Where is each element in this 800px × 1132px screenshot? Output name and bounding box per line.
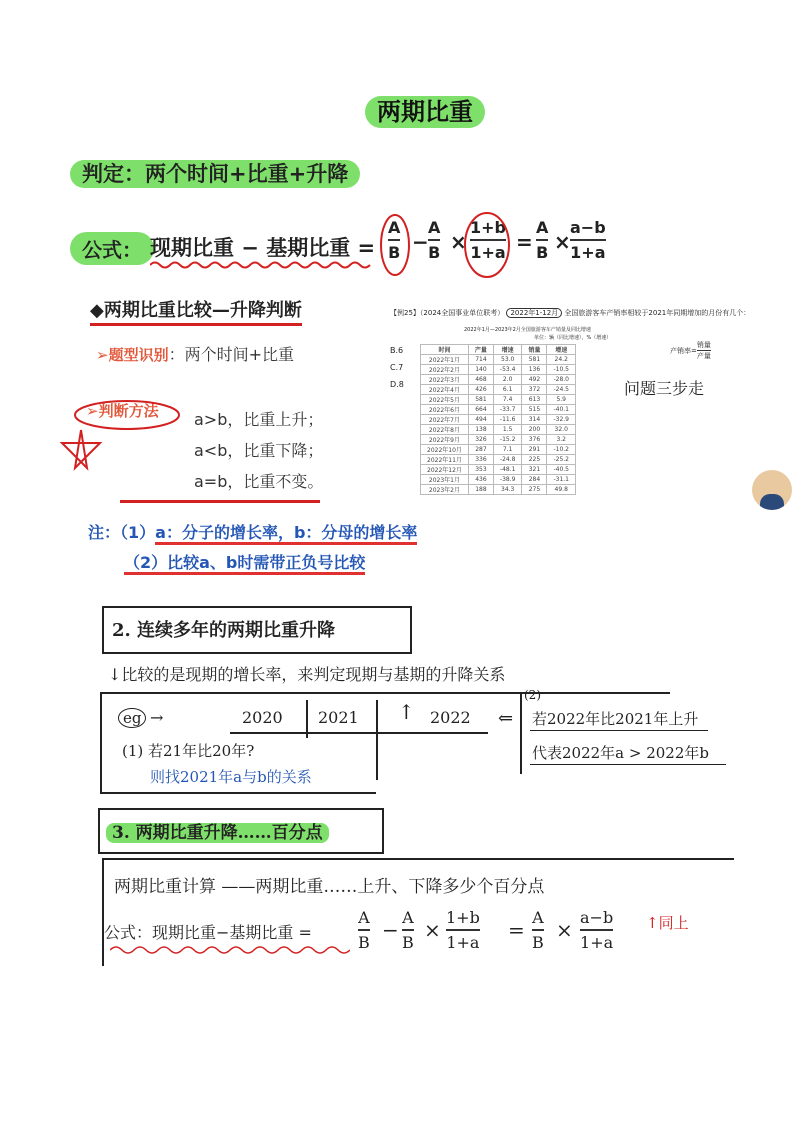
tick-2 [376,700,378,780]
table-header-cell: 增速 [493,345,522,355]
table-row [421,435,576,445]
sub1-line2: 则找2021年a与b的关系 [150,768,312,786]
sub2-underline [530,730,708,731]
table-cell: -38.9 [493,475,522,485]
red-divider [120,500,320,503]
fraction-1b-over-1a: 1+b 1+a [470,218,506,262]
table-cell: 200 [522,425,547,435]
formula-row: 公式： 现期比重 − 基期比重 = A B − A B × 1+b 1+a = A B × a−b 1+a [70,218,630,278]
table-header-cell: 时间 [421,345,469,355]
table-cell: 314 [522,415,547,425]
table-cell: 581 [522,355,547,365]
sub2-mark: (2) [524,688,541,702]
year-2022: 2022 [430,708,471,727]
table-row [421,445,576,455]
table-cell: 468 [468,375,493,385]
table-cell: 326 [468,435,493,445]
table-header-cell: 产量 [468,345,493,355]
table-cell: -40.1 [547,405,576,415]
section3-top-rule [102,858,734,860]
table-cell: 353 [468,465,493,475]
table-cell: -32.9 [547,415,576,425]
formula-left: 现期比重 − 基期比重 = [150,236,376,260]
table-cell: 7.1 [493,445,522,455]
table-cell: 53.0 [493,355,522,365]
table-cell: 2023年2月 [421,485,469,495]
red-circle-method [72,398,182,432]
handwritten-note: 问题三步走 [624,379,705,398]
table-cell: -24.8 [493,455,522,465]
sub2-underline-2 [530,764,726,765]
table-cell: 2022年6月 [421,405,469,415]
eg-label: eg [118,708,146,728]
table-cell: 2022年5月 [421,395,469,405]
table-cell: 3.2 [547,435,576,445]
table-cell: 492 [522,375,547,385]
bracket-left [100,692,102,792]
table-cell: 436 [468,475,493,485]
table-row [421,415,576,425]
table-cell: 49.8 [547,485,576,495]
bracket-right [520,694,522,774]
table-cell: 2022年2月 [421,365,469,375]
table-row [421,455,576,465]
left-arrow: ⇐ [498,708,514,729]
sub2-line2: 代表2022年a > 2022年b [532,744,709,762]
table-cell: 2022年1月 [421,355,469,365]
arrow: → [150,708,164,727]
table-cell: 291 [522,445,547,455]
table-row [421,375,576,385]
year-2020: 2020 [242,708,283,727]
table-cell: 188 [468,485,493,495]
note-2: （2）比较a、b时需带正负号比较 [124,550,365,573]
table-cell: 2022年12月 [421,465,469,475]
table-cell: 5.9 [547,395,576,405]
table-cell: 2022年3月 [421,375,469,385]
section3-left-rule [102,858,104,966]
red-wavy-underline [110,944,350,956]
table-cell: 34.3 [493,485,522,495]
divider [100,692,670,694]
fraction-a-over-b-3: A B [536,218,549,262]
table-cell: 2022年9月 [421,435,469,445]
table-title: 2022年1月—2023年2月全国旅游客车产销量及同比增速 [464,327,591,333]
sub2-line: 若2022年比2021年上升 [532,710,699,728]
table-cell: 2022年10月 [421,445,469,455]
table-cell: 284 [522,475,547,485]
options-list: B.6 C.7 D.8 [390,346,404,389]
rules-list: a>b，比重上升； a<b，比重下降； a=b，比重不变。 [194,410,324,491]
wavy-underline [150,260,380,270]
table-cell: 6.1 [493,385,522,395]
table-cell: 287 [468,445,493,455]
table-cell: 136 [522,365,547,375]
table-row [421,405,576,415]
table-cell: 140 [468,365,493,375]
table-unit: 单位：辆（同比增速），%（增速） [534,335,612,341]
table-cell: 225 [522,455,547,465]
table-cell: -11.6 [493,415,522,425]
section2-heading: 2. 连续多年的两期比重升降 [112,620,336,641]
table-row [421,395,576,405]
star-icon [58,428,104,474]
table-cell: 714 [468,355,493,365]
section-heading: ◆两期比重比较—升降判断 [90,296,302,322]
table-cell: 7.4 [493,395,522,405]
table-header-cell: 销量 [522,345,547,355]
data-table [420,344,576,495]
table-cell: -25.2 [547,455,576,465]
table-cell: 613 [522,395,547,405]
avatar [752,470,792,510]
table-cell: 1.5 [493,425,522,435]
example-table-panel [384,300,794,510]
table-row [421,485,576,495]
table-cell: -33.7 [493,405,522,415]
table-cell: 24.2 [547,355,576,365]
tick-1 [306,700,308,738]
table-row [421,465,576,475]
note-1: 注：（1）a：分子的增长率，b：分母的增长率 [88,520,417,543]
fraction-a-over-b: A B [388,218,401,262]
section2-line1: ↓比较的是现期的增长率，来判定现期与基期的升降关系 [108,665,506,684]
year-2021: 2021 [318,708,359,727]
table-cell: -24.5 [547,385,576,395]
table-cell: 426 [468,385,493,395]
table-cell: 494 [468,415,493,425]
table-cell: 2.0 [493,375,522,385]
fraction-ab-over-1a: a−b 1+a [570,218,606,262]
formula-label: 公式： [70,232,154,265]
table-cell: 32.0 [547,425,576,435]
table-cell: 581 [468,395,493,405]
bottom-rule [100,792,376,794]
hw-frac-5: a−b 1+a [580,908,614,952]
table-row [421,475,576,485]
table-cell: -15.2 [493,435,522,445]
ratio-formula: 产销率= 销量 产量 [670,341,711,360]
fraction-a-over-b-2: A B [428,218,441,262]
table-cell: 2022年4月 [421,385,469,395]
identify-line: ➢题型识别：两个时间+比重 [96,345,294,364]
aside-note: ↑同上 [646,914,689,932]
sub1-line: (1) 若21年比20年? [122,742,255,760]
table-cell: -53.4 [493,365,522,375]
table-cell: -10.5 [547,365,576,375]
table-cell: 2022年7月 [421,415,469,425]
table-cell: -10.2 [547,445,576,455]
method-label: ➢判断方法 [86,402,159,420]
hw-frac-3: 1+b 1+a [446,908,480,952]
table-cell: 2022年11月 [421,455,469,465]
table-cell: -31.1 [547,475,576,485]
table-cell: 2022年8月 [421,425,469,435]
section3-line1: 两期比重计算 ——两期比重……上升、下降多少个百分点 [114,877,545,897]
hw-frac-1: A B [358,908,370,952]
up-arrow: ↑ [398,700,415,724]
section3-heading: 3. 两期比重升降……百分点 [106,818,329,843]
red-circle-mark [378,212,412,278]
table-cell: 138 [468,425,493,435]
table-cell: 372 [522,385,547,395]
table-cell: -40.5 [547,465,576,475]
verdict-line: 判定：两个时间+比重+升降 [70,158,360,188]
section3-formula-label: 公式：现期比重−基期比重 = [104,923,312,942]
table-cell: 321 [522,465,547,475]
table-header-cell: 增速 [547,345,576,355]
red-circle-mark-2 [462,210,512,280]
table-row [421,425,576,435]
table-cell: 376 [522,435,547,445]
table-cell: 515 [522,405,547,415]
table-cell: 2023年1月 [421,475,469,485]
table-row [421,385,576,395]
table-cell: 664 [468,405,493,415]
page-title: 两期比重 [365,92,485,127]
table-row [421,355,576,365]
timeline [230,732,488,734]
table-cell: -28.0 [547,375,576,385]
hw-frac-2: A B [402,908,414,952]
example-header: 【例25】（2024全国事业单位联考） 2022年1-12月 全国旅游客车产销率相较于2021年同期增加的月份有几个： [390,309,751,317]
hw-frac-4: A B [532,908,544,952]
table-row [421,365,576,375]
table-cell: 336 [468,455,493,465]
table-cell: 275 [522,485,547,495]
table-cell: -48.1 [493,465,522,475]
